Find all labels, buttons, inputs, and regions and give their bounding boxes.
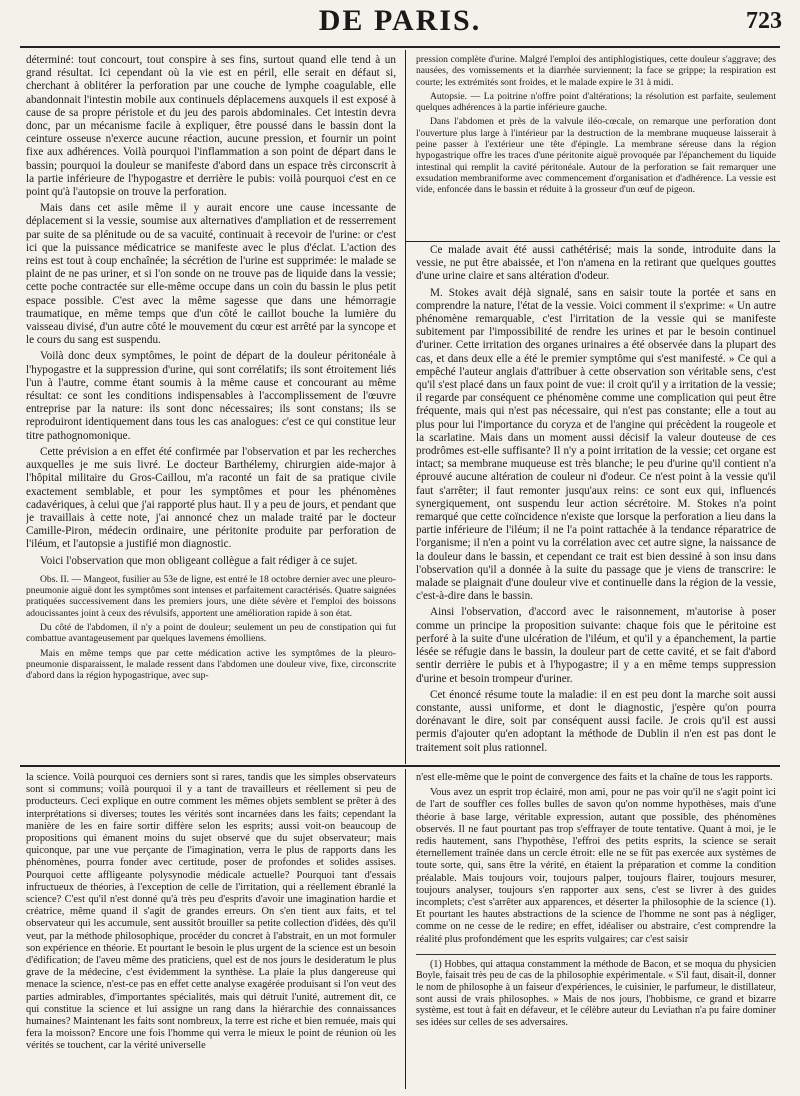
right-column xyxy=(416,244,776,762)
footnote-text: (1) Hobbes, qui attaqua constamment la méthode de Bacon, et se moqua du physicien Boyle, faisait très peu de cas de la philosophie expérimentale. « S'il faut, disait-il, donner le nom de philosophe à un faiseur d'expériences, le cuisinier, le parfumeur, le distillateur, sont aussi de vrais philosophes. » Mais de nos jours, l'hobbisme, ce grand et bizarre système, est tout à fait en défaveur, et le célèbre auteur du Leviathan n'a pu faire dominer ses idées sur celles de ses adversaires. xyxy=(416,958,776,1028)
left-paragraph: Cette prévision a en effet été confirmée par l'observation et par les recherches auxquelles je me suis livré. Le docteur Barthélemy, chirurgien aide-major à l'hôpital militaire du Gros-Caillou, m'a raconté un fait de sa pratique civile exactement semblable, et pour les symptômes et pour les phénomènes cadavériques, à celui que j'ai rapporté plus haut. Il y a peu de jours, et pendant que je travaillais à cette note, j'ai annoncé chez un malade traité par le docteur Camille-Piron, médecin ordinaire, une péritonite produite par perforation de l'iléum, et l'autopsie a justifié mon diagnostic. xyxy=(26,445,396,551)
right-top-column xyxy=(416,54,776,240)
left-paragraph: Voici l'observation que mon obligeant collègue a fait rédiger à ce sujet. xyxy=(40,554,358,567)
feuilleton-right-text: n'est elle-même que le point de convergence des faits et la chaîne de tous les rapports. xyxy=(416,772,773,783)
feuilleton-rule xyxy=(20,765,780,767)
right-paragraph: M. Stokes avait déjà signalé, sans en saisir toute la portée et sans en comprendre la nature, l'état de la vessie. Voici comment il s'exprime: « Un autre phénomène remarquable, c'est l'irritation de la vessie qui se manifeste subitement par l'impossibilité de rendre les urines et par le besoin continuel d'uriner. Cette irritation des organes urinaires a été observée dans la plupart des cas, et dans deux elle a été le premier symptôme qui s'est manifesté. » Ce qui a empêché l'auteur anglais d'attribuer à cette observation son véritable sens, c'est qu'il s'est placé dans un faux point de vue: il croit qu'il y a irritation de la vessie; il regarde par conséquent ce phénomène comme une complication qui peut être fréquente, mais qui n'est pas nécessaire, qui n'est pas constante; elle a tout au plus pour lui l'importance du coryza et de l'angine qui précèdent la rougeole et la scarlatine. Mais dans un moment aussi décisif la valeur douteuse de ces prodrômes est-elle suffisante? Il n'y a point irritation de la vessie; cet organe est intact; sa membrane muqueuse est très blanche; le peu d'urine qu'il contient n'a éprouvé aucune altération de couleur ni d'odeur. Ce n'est point à la vessie qu'il faut s'arrêter; il faut remonter jusqu'aux reins: ce sont eux qui, influencés synergiquement, ont suspendu leur action sécrétoire. M. Stokes n'a point remarqué que cette coïncidence n'existe que lorsque la perforation a lieu dans la partie inférieure de l'iléum; il ne l'a point rattachée à la tendance réparatrice de l'organisme; il n'en a point vu la corrélation avec cet autre signe, la naissance de la douleur dans le bassin, et cependant ce trait est bien dessiné à son insu dans l'observation qu'il a donnée à la suite du passage que je viens de transcrire: le malade se plaignait d'une douleur vive et continuelle dans la région de la vessie, c'est-à-dire dans le bassin. xyxy=(416,286,776,603)
observation-paragraph: Obs. II. — Mangeot, fusilier au 53e de ligne, est entré le 18 octobre dernier avec une pleuro-pneumonie aiguë dont les symptômes sont intenses et parfaitement caractérisés. Quatre saignées pratiquées successivement dans les premiers jours, une diète sévère et l'emploi des boissons adoucissantes joint à ceux des révulsifs, apportent une amélioration rapide à son état. xyxy=(26,573,396,619)
masthead-rule xyxy=(20,46,780,48)
left-column xyxy=(26,54,396,759)
box-rule-right xyxy=(405,241,780,242)
right-paragraph: Ce malade avait été aussi cathétérisé; mais la sonde, introduite dans la vessie, ne put être abaissée, et l'on n'amena en la retirant que quelques gouttes d'une urine claire et sans altération d'odeur. xyxy=(416,244,776,283)
right-top-paragraph: Dans l'abdomen et près de la valvule iléo-cœcale, on remarque une perforation dont l'ouverture plus large à l'intérieur par la destruction de la membrane muqueuse laisserait à peine passer à l'extérieur une tête d'épingle. La membrane séreuse dans la région hypogastrique offre les traces d'une péritonite aiguë provoquée par l'épanchement du liquide intestinal qui remplit la cavité péritonéale. Autour de la perforation se fait remarquer une exsudation membraniforme avec commencement d'organisation et d'adhérence. La vessie est vide, enfoncée dans le bassin et réduite à la grosseur d'un œuf de pigeon. xyxy=(416,116,776,196)
right-paragraph: Cet énoncé résume toute la maladie: il en est peu dont la marche soit aussi constante, aussi uniforme, et dont le diagnostic, j'espère qu'on pourra dorénavant le dire, soit par conséquent aussi facile. Je crois qu'il est aussi permis d'ajouter qu'en adoptant la méthode de Dublin il n'en est pas dont le traitement soit plus rationnel. xyxy=(416,688,776,754)
right-top-paragraph: pression complète d'urine. Malgré l'emploi des antiphlogistiques, cette douleur s'aggrave; des nausées, des vomissements et la diarrhée surviennent; la face se grippe; la respiration est courte; les extrémités sont froides, et le malade expire le 31 à midi. xyxy=(416,54,776,88)
page-number: 723 xyxy=(746,8,782,34)
feuilleton-divider xyxy=(405,769,406,1089)
masthead xyxy=(0,0,800,50)
feuilleton-right-paragraph: Vous avez un esprit trop éclairé, mon ami, pour ne pas voir qu'il ne s'agit point ici de l'art de souffler ces folles bulles de savon qu'on nomme hypothèses, mais d'une théorie à base large, véritable expression, autant que possible, des phénomènes observés. Il ne faut pourtant pas trop s'effrayer de toute tentative. Quant à moi, je le redis hautement, sans l'hypothèse, l'effroi des petits esprits, la science se serait éternellement traînée dans un cercle étroit: elle ne se fût pas exercée aux systèmes de toute sorte, qui, sans être la vérité, en étaient la préparation et comme la condition préalable. Mais toujours voir, toujours palper, toujours flairer, toujours mesurer, toujours analyser, toujours s'en rapporter aux sens, c'est se livrer à des guides incomplets; c'est s'arrêter aux apparences, et déserter la philosophie de la science (1). Et pourtant les hautes abstractions de la science de l'homme ne sont pas à négliger, comme on ne cesse de le redire; en effet, idéaliser ou abstraire, c'est comprendre la réalité plus profondément que les esprits vulgaires; car c'est saisir xyxy=(416,787,776,945)
left-paragraph: Mais dans cet asile même il y aurait encore une cause incessante de déplacement si la vessie, soumise aux alternatives d'ampliation et de resserrement par suite de sa plénitude ou de sa vacuité, continuait à recevoir de l'urine: or c'est ici que la puissance médicatrice se manifeste avec le plus d'éclat. L'action des reins est tout à coup enchaînée; la sécrétion de l'urine est supprimée: le malade se plaint de ne pas uriner, et si l'on sonde on ne trouve pas de liquide dans la vessie; cette poche contractée sur elle-même occupe dans un coin du bassin le plus petit espace possible. C'est avec la même sagesse que dans une hémorragie traumatique, en même temps que d'un côté le caillot bouche la lumière du vaisseau divisé, d'un autre côté le mouvement du cœur est arrêté par la syncope et le cours du sang est suspendu. xyxy=(26,202,396,347)
left-paragraph: déterminé: tout concourt, tout conspire à ses fins, surtout quand elle tend à un grand résultat. Ici cependant où la vie est en péril, elle serait en défaut si, cherchant à oblitérer la perforation par une couche de lymphe coagulable, elle abandonnait l'intestin mobile aux continuels déplacemens auxquels il est exposé à cause de sa propre péristole et du jeu des parois abdominales. Cet intestin devra donc, par un mécanisme facile à expliquer, être poussé dans le bassin dont la ceinture osseuse n'exerce aucune réaction, aucune pression, et fournir un point fixe aux adhérences. Voilà pourquoi l'inflammation a son point de départ dans le bassin; pourquoi la douleur se manifeste d'abord dans un espace très circonscrit à la partie inférieure de l'hypogastre et derrière le pubis: voilà pourquoi c'est en ce point qu'à l'autopsie on trouve la perforation. xyxy=(26,54,396,199)
footnote xyxy=(416,954,776,1029)
feuilleton-left-text: la science. Voilà pourquoi ces derniers sont si rares, tandis que les simples observateurs sont si communs; voilà pourquoi il y a tant de travailleurs et réellement si peu de producteurs. Ceci explique en outre comment les mêmes objets semblent se prêter à des interprétations si diverses; toutes les vérités sont incarnées dans les faits; cependant la manière de les en faire sortir diffère selon les esprits; aussi voit-on beaucoup de propositions qui émanent moins du sujet observé que du sujet observateur; mais quiconque, par une vue perçante de l'imagination, verra le plus de rapports dans les phénomènes, pourra fonder avec certitude, poser de profondes et solides assises. Pourquoi cette affligeante polysynodie médicale actuelle? Pourquoi tant d'essais infructueux de théories, à l'exception de celle de l'irritation, qui a réellement ébranlé la science? C'est qu'il n'est donné qu'à très peu d'esprits d'avoir une imagination hardie et créatrice, même quand il s'agit de grandes erreurs. On s'en tient aux faits, et tel observateur qui les accumule, sent aussitôt brouiller sa petite collection d'idées, dès qu'il veut, par la méthode philosophique, procéder du concret à l'abstrait, en un mot formuler son expérience en théorie. Et pourtant le besoin le plus urgent de la science est un besoin d'édification; de l'aveu même des praticiens, quel est de nos jours le desideratum le plus grave de la médecine, c'est évidemment la synthèse. La plaie la plus dangereuse qui menace la science, n'est-ce pas en effet cette analyse exagérée produisant si l'on veut des parties admirables, d'importantes spécialités, mais qui détruit l'unité, autrement dit, ce qui constitue la science et lui assigne un rang dans la hiérarchie des connaissances humaines? Maintenant les faits sont nombreux, la terre est riche et bien remuée, mais qui fera la moisson? Encore une fois l'homme qui verra le mieux le point de réunion où les vérités se touchent, car la vérité universelle xyxy=(26,772,396,1052)
feuilleton-left xyxy=(26,772,396,1088)
masthead-title: DE PARIS. xyxy=(318,4,482,37)
left-paragraph: Voilà donc deux symptômes, le point de départ de la douleur péritonéale à l'hypogastre et la suppression d'urine, qui sont corrélatifs; ils sont étroitement liés l'un à l'autre, comme étant soumis à la même cause et concourant au même résultat: ce sont les conditions indispensables à l'accomplissement de l'œuvre entreprise par la nature: ils sont donc nécessaires; ils sont constans; ils se reproduiront identiquement dans tous les cas analogues: c'est ce qui constitue leur titre pathognomonique. xyxy=(26,350,396,442)
observation-block xyxy=(26,574,396,682)
right-top-paragraph: Autopsie. — La poitrine n'offre point d'altérations; la résolution est parfaite, seulement quelques adhérences à la partie inférieure gauche. xyxy=(416,90,776,114)
observation-paragraph: Mais en même temps que par cette médication active les symptômes de la pleuro-pneumonie disparaissent, le malade ressent dans l'abdomen une douleur vive, fixe, circonscrite d'abord dans la région hypogastrique, avec sup- xyxy=(26,647,396,682)
observation-paragraph: Du côté de l'abdomen, il n'y a point de douleur; seulement un peu de constipation qui fut combattue avantageusement par quelques lavemens émolliens. xyxy=(26,621,396,645)
right-paragraph: Ainsi l'observation, d'accord avec le raisonnement, m'autorise à poser comme un principe la proposition suivante: chaque fois que le péritoine est perforé à la suite d'une ulcération de l'iléum, et qu'il y a épanchement, la partie lésée se réfugie dans le bassin, la douleur part de cette cavité, et se fait d'abord sentir derrière le pubis et à l'hypogastre; il y a en même temps suppression d'urine et besoin trompeur d'uriner. xyxy=(416,606,776,685)
feuilleton-right xyxy=(416,772,776,1088)
column-divider xyxy=(405,50,406,764)
